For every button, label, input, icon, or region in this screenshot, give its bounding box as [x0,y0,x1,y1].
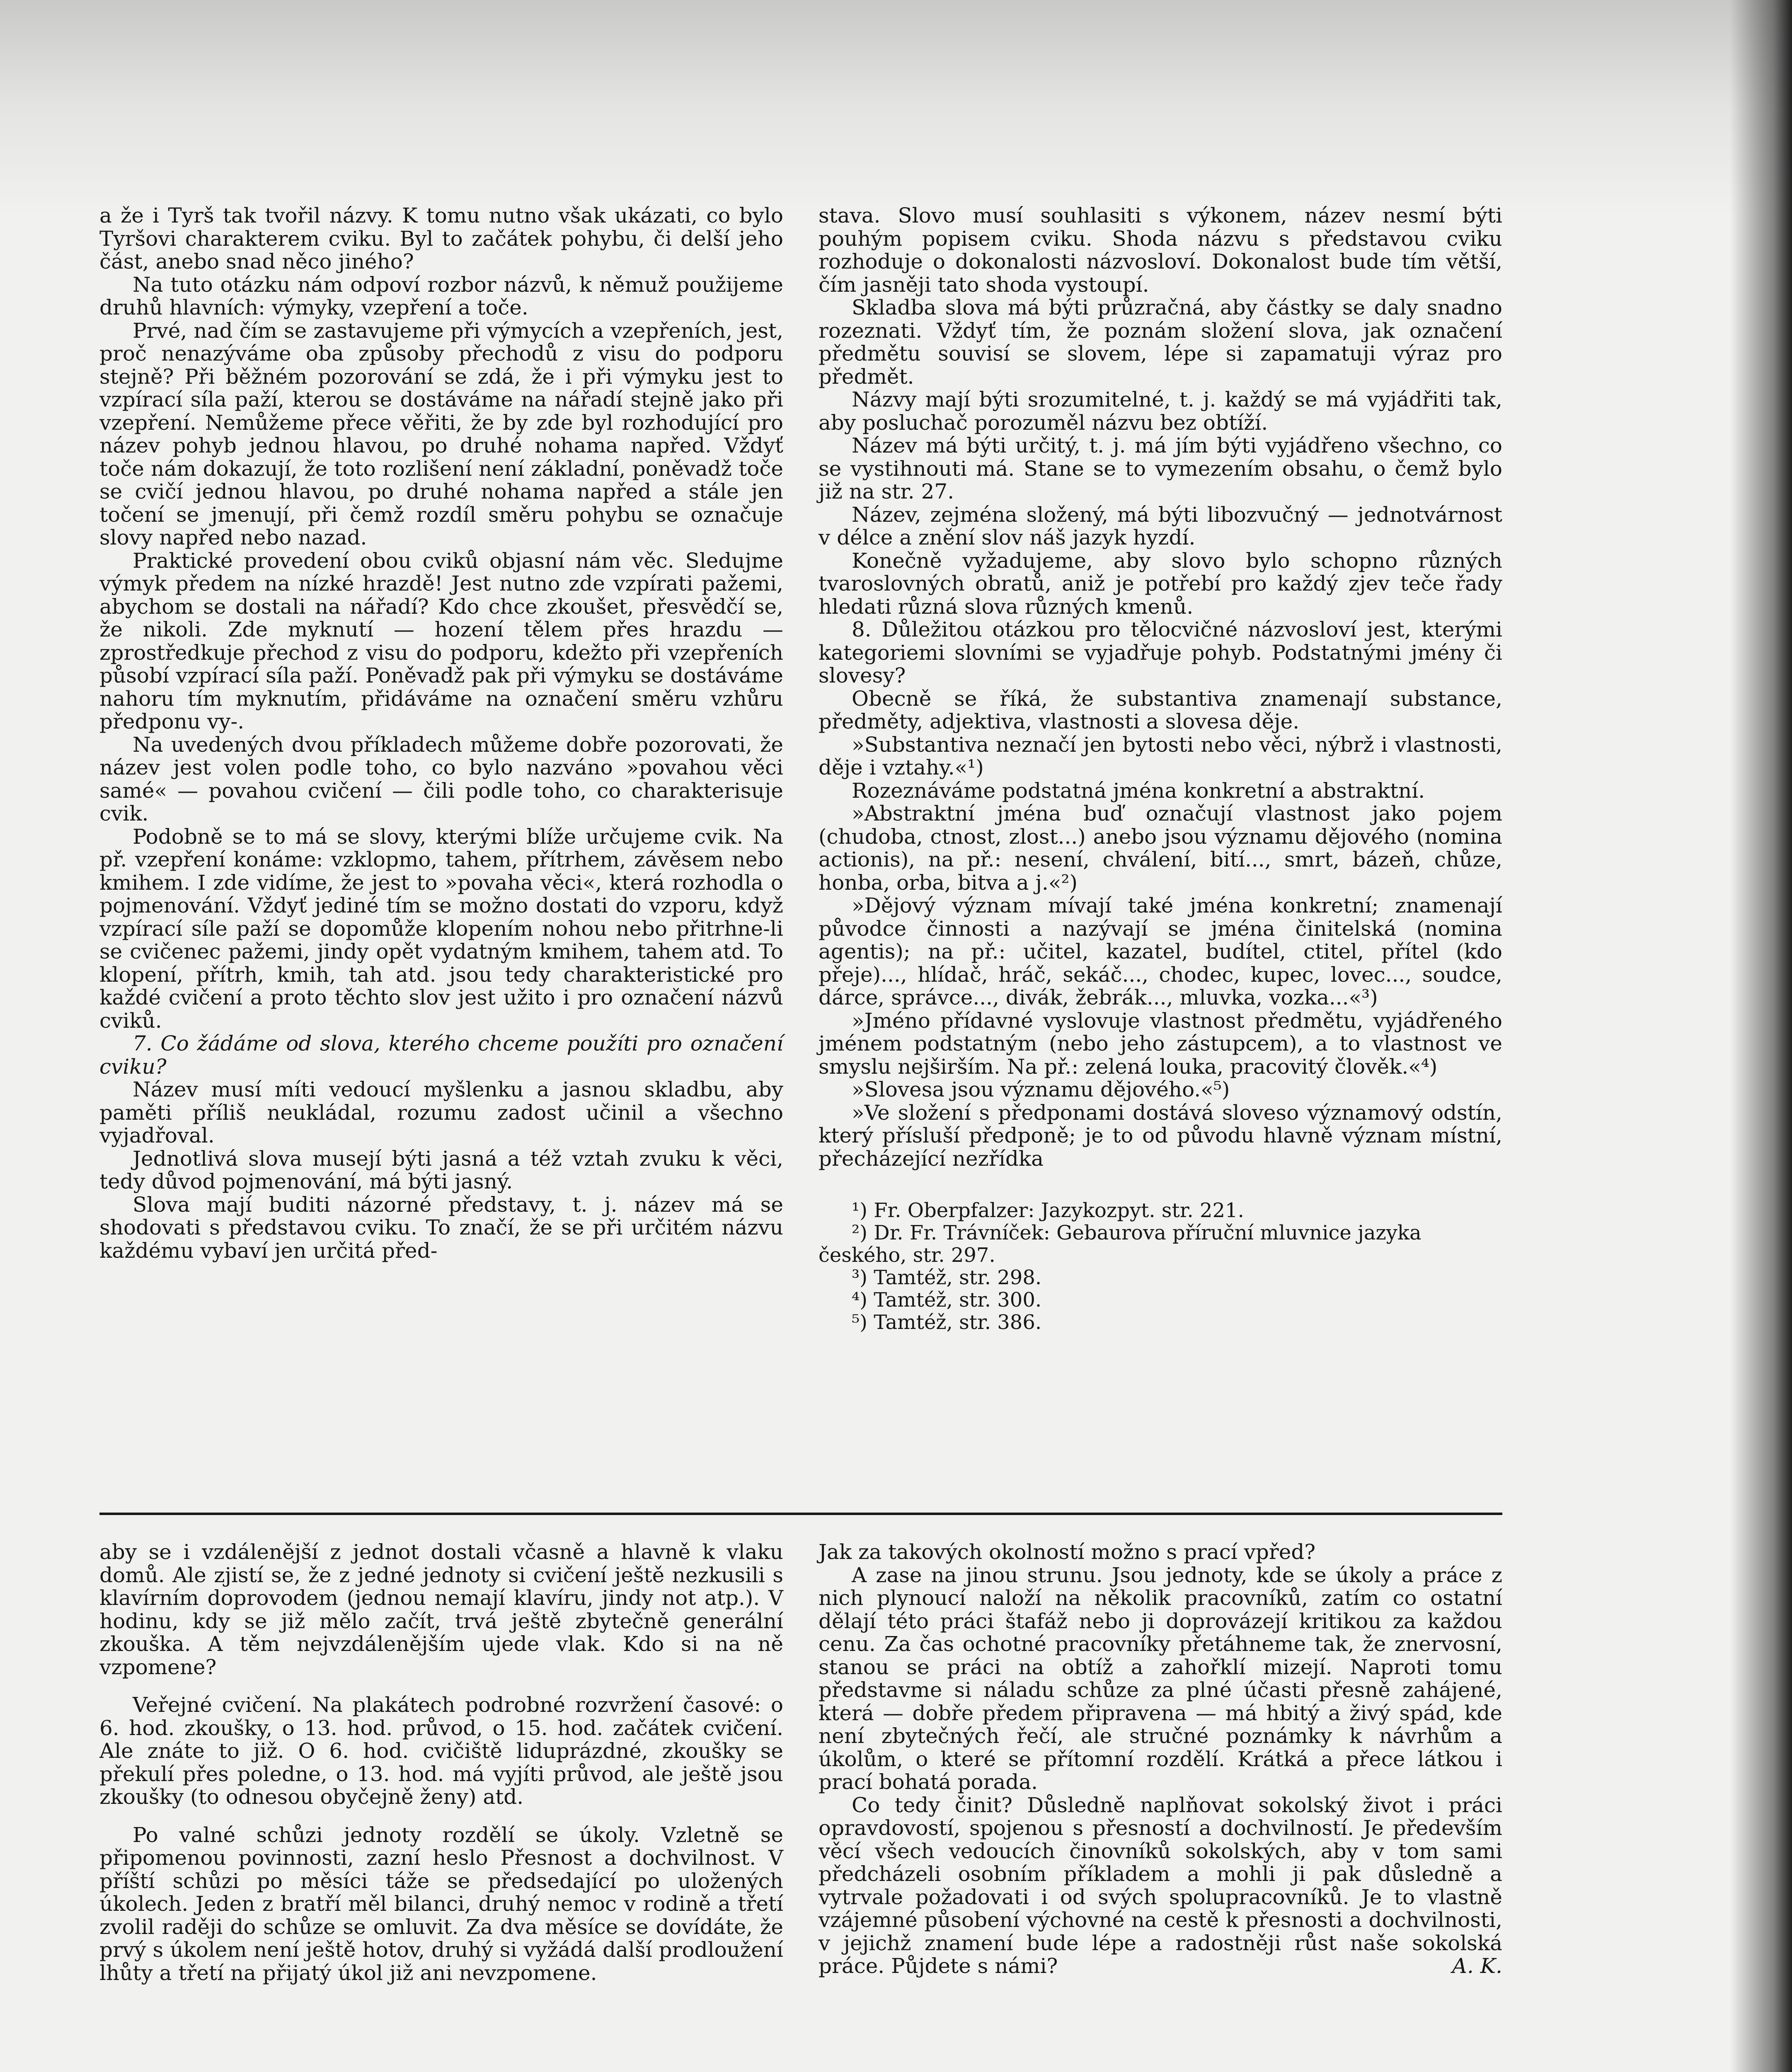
paragraph: 8. Důležitou otázkou pro tělocvičné názvosloví jest, kterými kategoriemi slovními se vyjadřuje pohyb. Podstatnými jmény či slovesy? [819,617,1502,687]
paragraph: »Dějový význam mívají také jména konkretní; znamenají původce činnosti a nazývají se jména činitelská (nomina agentis); na př.: učitel, kazatel, budítel, ctitel, přítel (kdo přeje)..., hlídač, hráč, sekáč..., chodec, kupec, lovec..., soudce, dárce, správce..., divák, žebrák..., mluvka, vozka...«³) [819,893,1502,1009]
paragraph: Rozeznáváme podstatná jména konkretní a abstraktní. [852,778,1425,803]
top-left-column [99,204,783,1262]
paragraph: Jak za takových okolností možno s prací vpřed? [819,1540,1316,1564]
footnote: ³) Tamtéž, str. 298. [852,1266,1042,1289]
paragraph: Názvy mají býti srozumitelné, t. j. každý se má vyjádřiti tak, aby posluchač porozuměl názvu bez obtíží. [819,387,1502,435]
paragraph: Jednotlivá slova musejí býti jasná a též vztah zvuku k věci, tedy důvod pojmenování, má býti jasný. [99,1146,783,1193]
section-heading: 7. Co žádáme od slova, kterého chceme použíti pro označení cviku? [99,1031,783,1079]
paragraph: Konečně vyžadujeme, aby slovo bylo schopno různých tvaroslovných obratů, aniž je potřebí pro každý zjev teče řady hledati různá slova různých kmenů. [819,548,1502,619]
paragraph: Slova mají buditi názorné představy, t. j. název má se shodovati s představou cviku. To značí, že se při určitém názvu každému vybaví jen určitá před- [99,1192,783,1263]
closing-text: Co tedy činit? Důsledně naplňovat sokolský život i práci opravdovostí, spojenou s přesností a dochvilností. Je především věcí všech vedoucích činovníků sokolských, aby v tom sami předcházeli osobním příkladem a mohli ji pak důsledně a vytrvale požadovati i od svých spolupracovníků. Je to vlastně vzájemné působení výchovné na cestě k přesnosti a dochvilnosti, v jejichž znamení bude lépe a radostněji růst naše sokolská práce. Půjdete s námi? [819,1793,1502,1978]
bottom-left-column [99,1541,783,1985]
paragraph: Na uvedených dvou příkladech můžeme dobře pozorovati, že název jest volen podle toho, co bylo nazváno »povahou věci samé« — povahou cvičení — čili podle toho, co charakterisuje cvik. [99,732,783,825]
paragraph: Prvé, nad čím se zastavujeme při výmycích a vzepřeních, jest, proč nenazýváme oba způsoby přechodů z visu do podporu stejně? Při běžném pozorování se zdá, že i při výmyku jest to vzpírací síla paží, kterou se dostáváme na nářadí stejně jako při vzepření. Nemůžeme přece věřiti, že by zde byl rozhodující pro název pohyb jednou hlavou, po druhé nohama napřed. Vždyť toče nám dokazují, že toto rozlišení není základní, poněvadž toče se cvičí jednou hlavou, po druhé nohama napřed a stále jen točení se jmenují, při čemž rozdíl směru pohybu se označuje slovy napřed nebo nazad. [99,318,783,549]
paragraph: Veřejné cvičení. Na plakátech podrobné rozvržení časové: o 6. hod. zkoušky, o 13. hod. průvod, o 15. hod. začátek cvičení. Ale znáte to již. O 6. hod. cvičiště liduprázdné, zkoušky se překulí přes poledne, o 13. hod. má vyjíti průvod, ale ještě jsou zkoušky (to odnesou obyčejně ženy) atd. [99,1693,783,1809]
paragraph: aby se i vzdálenější z jednot dostali včasně a hlavně k vlaku domů. Ale zjistí se, že z jedné jednoty si cvičení ještě nezkusili s klavírním doprovodem (jednou nemají klavíru, jindy not atp.). V hodinu, kdy se již mělo začít, trvá ještě zbytečně generální zkouška. A těm nejvzdálenějším ujede vlak. Kdo si na ně vzpomene? [99,1540,783,1679]
paragraph: »Abstraktní jména buď označují vlastnost jako pojem (chudoba, ctnost, zlost...) anebo jsou významu dějového (nomina actionis), na př.: nesení, chválení, bití..., smrt, bázeň, chůze, honba, orba, bitva a j.«²) [819,801,1502,895]
author-signature: A. K. [1452,1954,1502,1978]
paragraph: »Slovesa jsou významu dějového.«⁵) [852,1077,1230,1101]
paragraph: Praktické provedení obou cviků objasní nám věc. Sledujme výmyk předem na nízké hrazdě! Jest nutno zde vzpírati pažemi, abychom se dostali na nářadí? Kdo chce zkoušet, přesvědčí se, že nikoli. Zde myknutí — hození tělem přes hrazdu — zprostředkuje přechod z visu do podporu, kdežto při vzepřeních působí vzpírací síla paží. Poněvadž pak při výmyku se dostáváme nahoru tím myknutím, přidáváme na označení směru vzhůru předponu vy-. [99,548,783,733]
paragraph: Název má býti určitý, t. j. má jím býti vyjádřeno všechno, co se vystihnouti má. Stane se to vymezením obsahu, o čemž bylo již na str. 27. [819,433,1502,503]
footnote: ⁴) Tamtéž, str. 300. [852,1288,1042,1312]
paragraph: Skladba slova má býti průzračná, aby částky se daly snadno rozeznati. Vždyť tím, že poznám složení slova, jak označení předmětu souvisí se slovem, lépe si zapamatuji výraz pro předmět. [819,295,1502,389]
footnote: ²) Dr. Fr. Trávníček: Gebaurova příruční mluvnice jazyka českého, str. 297. [819,1221,1421,1267]
paragraph: a že i Tyrš tak tvořil názvy. K tomu nutno však ukázati, co bylo Tyršovi charakterem cviku. Byl to začátek pohybu, či delší jeho část, anebo snad něco jiného? [99,203,783,274]
paragraph: »Jméno přídavné vyslovuje vlastnost předmětu, vyjádřeného jménem podstatným (nebo jeho zástupcem), a to vlastnost ve smyslu nejširším. Na př.: zelená louka, pracovitý člověk.«⁴) [819,1008,1502,1079]
paragraph [819,1794,1502,1978]
top-right-column [819,204,1502,1334]
paragraph: »Substantiva neznačí jen bytosti nebo věci, nýbrž i vlastnosti, děje i vztahy.«¹) [819,732,1502,779]
paragraph: A zase na jinou strunu. Jsou jednoty, kde se úkoly a práce z nich plynoucí naloží na několik pracovníků, zatím co ostatní dělají této práci štafáž nebo ji doprovázejí kritikou za každou cenu. Za čas ochotné pracovníky přetáhneme tak, že znervosní, stanou se práci na obtíž a zahořklí mizejí. Naproti tomu představme si náladu schůze za plné účasti přesně zahájené, která — dobře předem připravena — má hbitý a živý spád, kde není zbytečných řečí, ale stručné poznámky k návrhům a úkolům, o které se přítomní rozdělí. Krátká a přece látkou i prací bohatá porada. [819,1563,1502,1794]
footnote: ¹) Fr. Oberpfalzer: Jazykozpyt. str. 221. [852,1199,1244,1222]
section-divider [99,1513,1502,1515]
paragraph: »Ve složení s předponami dostává sloveso významový odstín, který přísluší předponě; je to od původu hlavně význam místní, přecházející nezřídka [819,1100,1502,1171]
paragraph: Podobně se to má se slovy, kterými blíže určujeme cvik. Na př. vzepření konáme: vzklopmo, tahem, přítrhem, závěsem nebo kmihem. I zde vidíme, že jest to »povaha věci«, která rozhodla o pojmenování. Vždyť jediné tím se možno dostati do vzporu, když vzpírací síle paží se dopomůže klopením nohou nebo přitrhne-li se cvičenec pažemi, jindy opět vydatným kmihem, tahem atd. To klopení, přítrh, kmih, tah atd. jsou tedy charakteristické pro každé cvičení a proto těchto slov jest užito i pro označení názvů cviků. [99,824,783,1033]
footnote: ⁵) Tamtéž, str. 386. [852,1311,1042,1334]
paragraph: Na tuto otázku nám odpoví rozbor názvů, k němuž použijeme druhů hlavních: výmyky, vzepření a toče. [99,272,783,320]
page-edge-shadow [1730,0,1792,2072]
paragraph: Název musí míti vedoucí myšlenku a jasnou skladbu, aby paměti příliš neukládal, rozumu zadost učinil a všechno vyjadřoval. [99,1077,783,1147]
paragraph: stava. Slovo musí souhlasiti s výkonem, název nesmí býti pouhým popisem cviku. Shoda názvu s představou cviku rozhoduje o dokonalosti názvosloví. Dokonalost bude tím větší, čím jasněji tato shoda vystoupí. [819,203,1502,297]
paragraph: Název, zejména složený, má býti libozvučný — jednotvárnost v délce a znění slov náš jazyk hyzdí. [819,502,1502,549]
paragraph: Po valné schůzi jednoty rozdělí se úkoly. Vzletně se připomenou povinnosti, zazní heslo Přesnost a dochvilnost. V příští schůzi po měsíci táže se předsedající po uložených úkolech. Jeden z bratří měl bilanci, druhý nemoc v rodině a třetí zvolil raději do schůze se omluvit. Za dva měsíce se dovídáte, že prvý s úkolem není ještě hotov, druhý si vyžádá další prodloužení lhůty a třetí na přijatý úkol již ani nevzpomene. [99,1823,783,1985]
paragraph: Obecně se říká, že substantiva znamenají substance, předměty, adjektiva, vlastnosti a slovesa děje. [819,686,1502,733]
footnotes [819,1199,1502,1334]
bottom-right-column [819,1541,1502,1978]
